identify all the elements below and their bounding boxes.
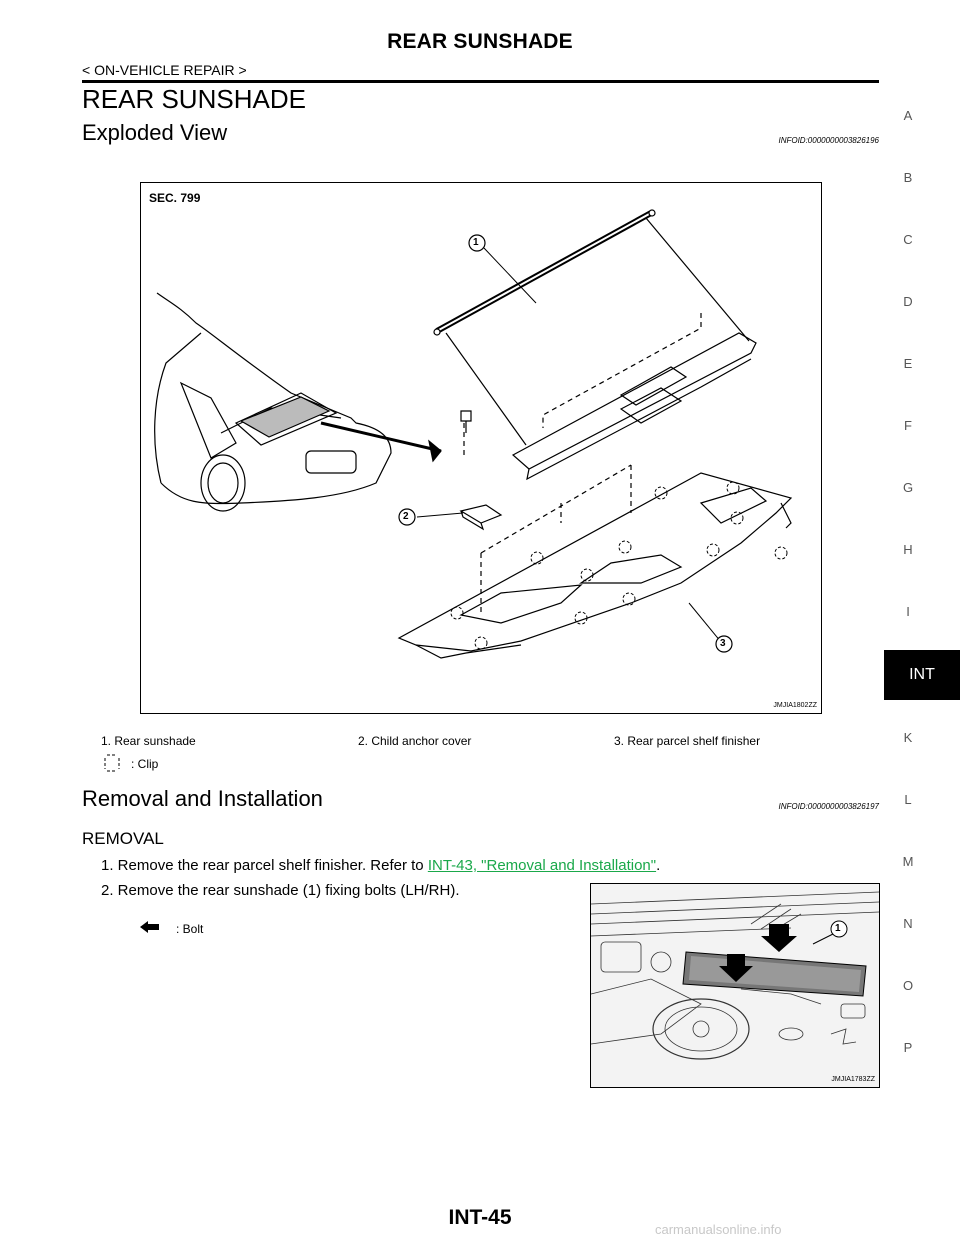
page-title: REAR SUNSHADE [387, 30, 573, 53]
sidebar-tab-int-active[interactable]: INT [884, 650, 960, 700]
legend-child-anchor-cover: 2. Child anchor cover [358, 734, 472, 748]
legend-bolt: : Bolt [176, 922, 204, 936]
exploded-view-heading: Exploded View [82, 120, 228, 145]
int-43-reference-link[interactable]: INT-43, "Removal and Installation" [427, 857, 657, 874]
sidebar-letter-e[interactable]: E [903, 356, 913, 371]
legend-parcel-shelf-finisher: 3. Rear parcel shelf finisher [614, 734, 761, 748]
callout-3: 3 [720, 638, 726, 649]
removal-photo-figure [590, 883, 880, 1088]
sidebar-letter-f[interactable]: F [904, 418, 912, 433]
sidebar-letter-b[interactable]: B [903, 170, 913, 185]
removal-step-2: 2. Remove the rear sunshade (1) fixing bolts (LH/RH). [101, 882, 460, 899]
step-1-text: 1. Remove the rear parcel shelf finisher. Refer to [101, 857, 428, 874]
page-number: INT-45 [448, 1206, 512, 1229]
removal-step-1 [101, 857, 660, 874]
callout-1: 1 [473, 237, 479, 248]
removal-installation-heading: Removal and Installation [82, 786, 323, 811]
removal-installation-infoid: INFOID:0000000003826197 [778, 802, 879, 811]
section-label: < ON-VEHICLE REPAIR > [82, 62, 247, 78]
sidebar-letter-g[interactable]: G [902, 480, 914, 495]
removal-photo [591, 884, 879, 1087]
exploded-view-infoid: INFOID:0000000003826196 [778, 136, 879, 145]
figure-code: JMJIA1802ZZ [773, 702, 817, 709]
sidebar-letter-d[interactable]: D [903, 294, 913, 309]
clip-icon [103, 754, 123, 772]
sidebar-letter-c[interactable]: C [903, 232, 913, 247]
bolt-arrow-icon [139, 920, 161, 934]
photo-code: JMJIA1783ZZ [831, 1076, 875, 1083]
sidebar-letter-i[interactable]: I [906, 604, 910, 619]
sidebar-letter-n[interactable]: N [903, 916, 913, 931]
sidebar-letter-o[interactable]: O [902, 978, 914, 993]
callout-2: 2 [403, 511, 409, 522]
legend-clip: : Clip [131, 757, 159, 771]
legend-rear-sunshade: 1. Rear sunshade [101, 734, 196, 748]
sidebar-letter-a[interactable]: A [903, 108, 913, 123]
main-heading: REAR SUNSHADE [82, 84, 306, 114]
figure-sec-label: SEC. 799 [149, 191, 201, 205]
exploded-view-diagram [141, 183, 821, 713]
removal-subheading: REMOVAL [82, 829, 164, 848]
sidebar-letter-k[interactable]: K [903, 730, 913, 745]
exploded-view-figure [140, 182, 822, 714]
sidebar-letter-p[interactable]: P [903, 1040, 913, 1055]
header-rule [82, 80, 879, 83]
photo-callout-1: 1 [835, 923, 841, 934]
sidebar-letter-l[interactable]: L [904, 792, 912, 807]
step-1-suffix: . [656, 857, 661, 874]
sidebar-letter-h[interactable]: H [903, 542, 913, 557]
sidebar-letter-m[interactable]: M [902, 854, 914, 869]
watermark: carmanualsonline.info [655, 1222, 782, 1237]
